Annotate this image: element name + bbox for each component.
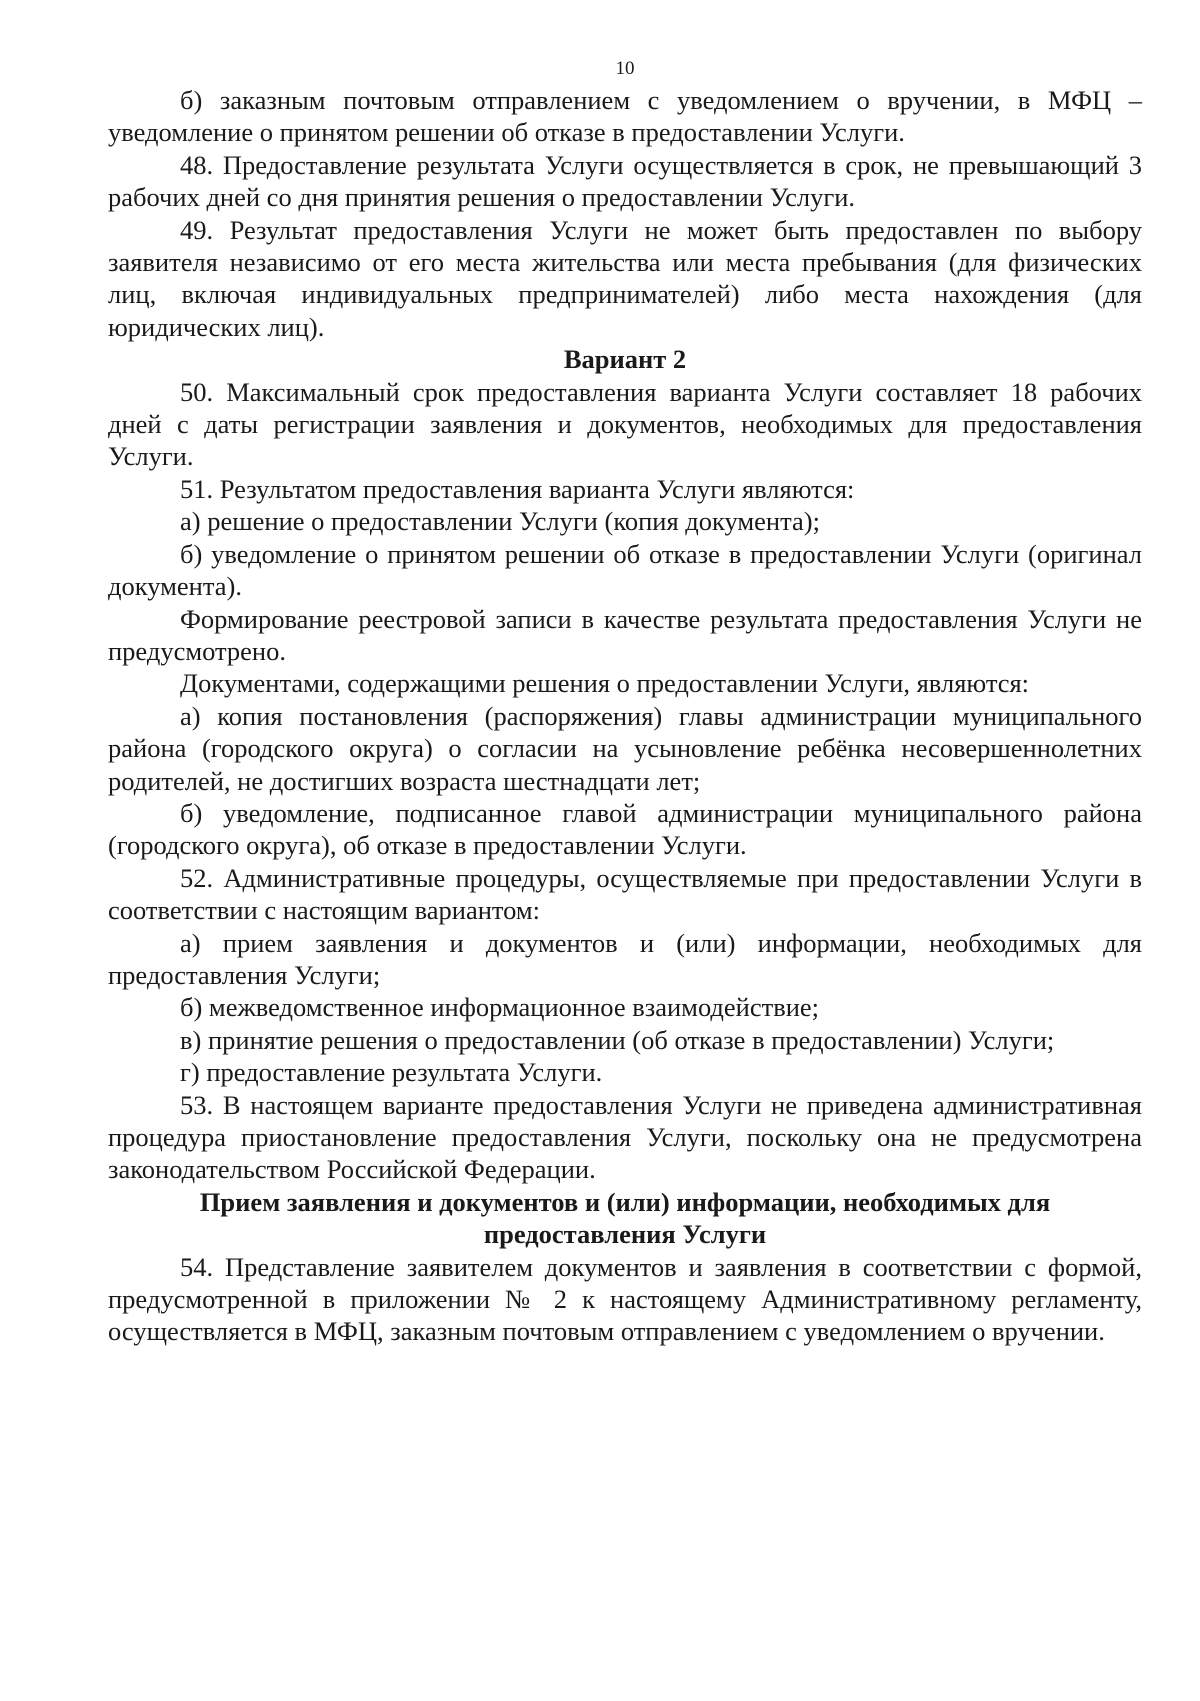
- paragraph-52a: а) прием заявления и документов и (или) информации, необходимых для предоставления Услуги;: [108, 927, 1142, 990]
- paragraph-52c: в) принятие решения о предоставлении (об отказе в предоставлении) Услуги;: [180, 1024, 1055, 1055]
- paragraph-54: 54. Представление заявителем документов и заявления в соответствии с формой, предусмотренной в приложении № 2 к настоящему Административному регламенту, осуществляется в МФЦ, заказным почтовым отправлением с уведомлением о вручении.: [108, 1251, 1142, 1347]
- heading-line-1: Прием заявления и документов и (или) информации, необходимых для: [199, 1186, 1051, 1217]
- page-number: 10: [615, 58, 635, 79]
- paragraph-53: 53. В настоящем варианте предоставления Услуги не приведена административная процедура приостановление предоставления Услуги, поскольку она не предусмотрена законодательством Российской Федерации.: [108, 1089, 1142, 1185]
- paragraph-51b: б) уведомление о принятом решении об отказе в предоставлении Услуги (оригинал документа).: [108, 538, 1142, 602]
- paragraph-registry-record: Формирование реестровой записи в качестве результата предоставления Услуги не предусмотрено.: [108, 603, 1142, 666]
- heading-variant-2: Вариант 2: [563, 344, 687, 375]
- paragraph-47b: б) заказным почтовым отправлением с уведомлением о вручении, в МФЦ – уведомление о принятом решении об отказе в предоставлении Услуги.: [108, 85, 1142, 148]
- paragraph-52d: г) предоставление результата Услуги.: [180, 1057, 603, 1088]
- paragraph-48: 48. Предоставление результата Услуги осуществляется в срок, не превышающий 3 рабочих дней со дня принятия решения о предоставлении Услуги.: [108, 149, 1142, 213]
- paragraph-decision-documents: Документами, содержащими решения о предоставлении Услуги, являются:: [180, 668, 1030, 699]
- heading-line-2: предоставления Услуги: [483, 1219, 767, 1250]
- paragraph-decision-b: б) уведомление, подписанное главой администрации муниципального района (городского округа), об отказе в предоставлении Услуги.: [108, 797, 1142, 861]
- document-page: [108, 58, 1142, 1348]
- paragraph-49: 49. Результат предоставления Услуги не может быть предоставлен по выбору заявителя независимо от его места жительства или места пребывания (для физических лиц, включая индивидуальных предпринимателей) либо места нахождения (для юридических лиц).: [108, 214, 1142, 342]
- paragraph-52: 52. Административные процедуры, осуществляемые при предоставлении Услуги в соответствии с настоящим вариантом:: [108, 862, 1142, 926]
- paragraph-50: 50. Максимальный срок предоставления варианта Услуги составляет 18 рабочих дней с даты регистрации заявления и документов, необходимых для предоставления Услуги.: [108, 376, 1142, 472]
- heading-application-reception: [108, 1186, 1142, 1251]
- paragraph-decision-a: а) копия постановления (распоряжения) главы администрации муниципального района (городского округа) о согласии на усыновление ребёнка несовершеннолетних родителей, не достигших возраста шестнадцати лет;: [108, 700, 1142, 796]
- paragraph-51: 51. Результатом предоставления варианта Услуги являются:: [180, 473, 855, 504]
- paragraph-52b: б) межведомственное информационное взаимодействие;: [180, 992, 820, 1023]
- paragraph-51a: а) решение о предоставлении Услуги (копия документа);: [180, 506, 820, 537]
